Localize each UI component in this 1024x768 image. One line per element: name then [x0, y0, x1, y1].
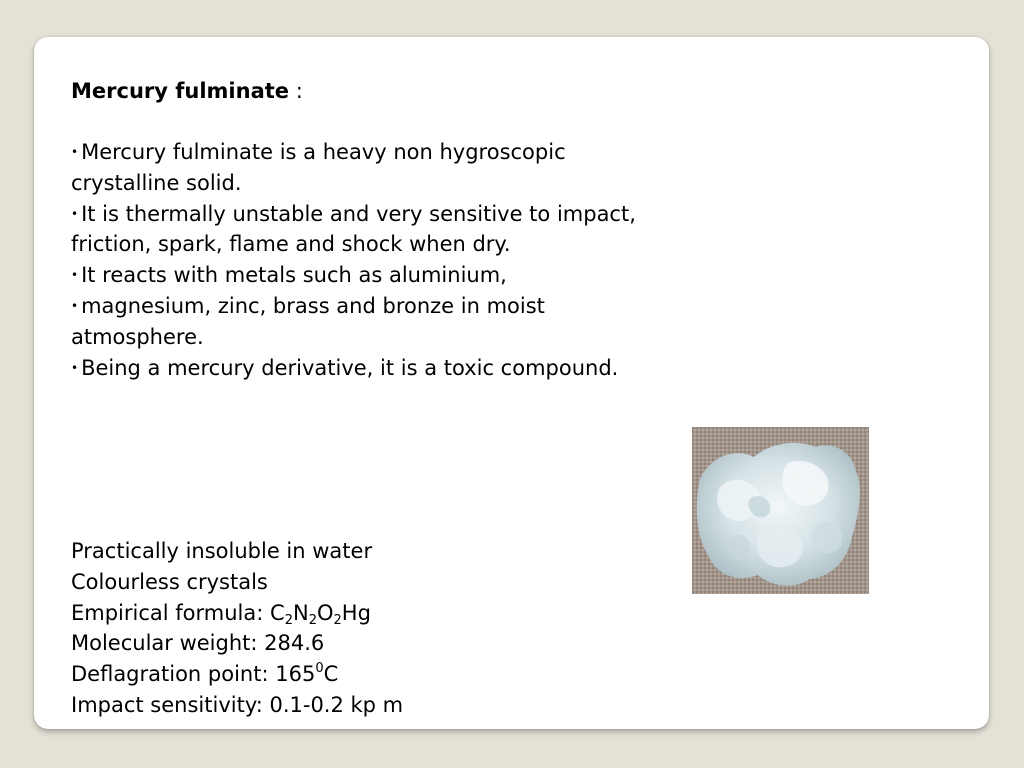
- bullet-icon: •: [71, 145, 79, 159]
- crystal-photo: [692, 427, 869, 594]
- deflagration-label: Deflagration point:: [71, 662, 276, 687]
- formula-element: O: [316, 600, 334, 625]
- bullet-item: [71, 291, 671, 353]
- bullet-list: [71, 137, 671, 383]
- crystal-image-icon: [692, 427, 869, 594]
- bullet-icon: •: [71, 298, 79, 313]
- properties-list: [71, 536, 403, 721]
- property-molecular-weight: [71, 628, 403, 659]
- bullet-item: [71, 260, 671, 291]
- bullet-text: It is thermally unstable and very sensitive to impact, friction, spark, flame and shock when dry.: [71, 201, 636, 257]
- bullet-text: Mercury fulminate is a heavy non hygroscopic crystalline solid.: [71, 140, 566, 195]
- property-solubility: Practically insoluble in water: [71, 539, 373, 563]
- formula-element: C: [270, 600, 285, 625]
- property-impact: [71, 690, 403, 721]
- impact-value: 0.1-0.2 kp m: [269, 692, 404, 717]
- bullet-item: [71, 353, 671, 384]
- formula-label: Empirical formula:: [71, 600, 271, 625]
- formula-subscript: 2: [284, 612, 293, 628]
- title-bold: Mercury fulminate: [71, 79, 290, 103]
- deflagration-degree: 0: [315, 661, 324, 677]
- property-appearance: Colourless crystals: [71, 569, 268, 594]
- bullet-text: magnesium, zinc, brass and bronze in moist atmosphere.: [71, 293, 545, 349]
- bullet-item: [71, 137, 671, 199]
- formula-subscript: 2: [308, 612, 317, 628]
- bullet-item: [71, 199, 671, 261]
- bullet-text: Being a mercury derivative, it is a toxic compound.: [81, 355, 619, 380]
- mw-label: Molecular weight:: [71, 631, 265, 656]
- bullet-icon: •: [71, 360, 79, 375]
- mw-value: 284.6: [264, 631, 325, 656]
- formula-subscript: 2: [333, 612, 342, 628]
- property-deflagration: [71, 659, 403, 690]
- title-colon: :: [289, 79, 303, 103]
- impact-label: Impact sensitivity:: [71, 692, 270, 717]
- deflagration-value: 165: [275, 662, 316, 687]
- slide-title: [71, 76, 303, 106]
- deflagration-unit: C: [323, 662, 339, 687]
- formula-element: N: [292, 600, 309, 625]
- bullet-icon: •: [71, 206, 79, 221]
- bullet-text: It reacts with metals such as aluminium,: [81, 263, 507, 288]
- property-formula: [71, 598, 403, 629]
- bullet-icon: •: [71, 268, 79, 283]
- formula-element: Hg: [341, 600, 371, 625]
